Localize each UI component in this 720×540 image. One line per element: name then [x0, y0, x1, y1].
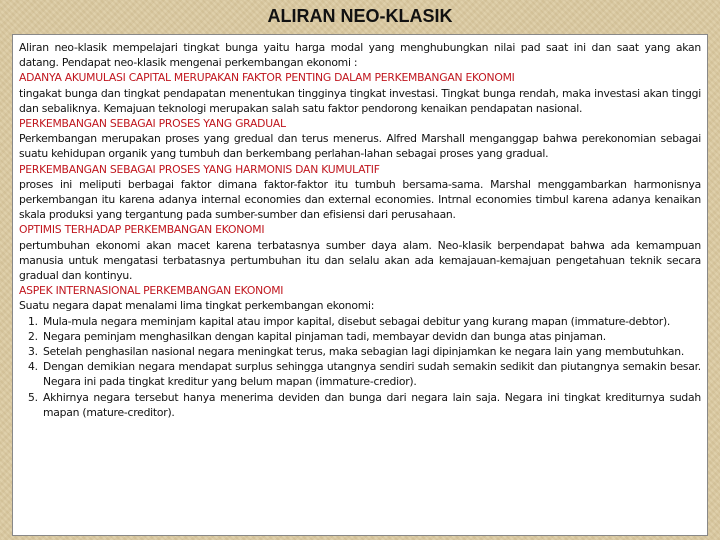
list-item: 4. Dengan demikian negara mendapat surplus sehingga utangnya sendiri sudah semakin sedikit dan piutangnya semakin besar. Negara ini pada tingkat kreditur yang belum mapan (immature-credior). [41, 359, 701, 389]
section-body: proses ini meliputi berbagai faktor dimana faktor-faktor itu tumbuh bersama-sama. Marshal menggambarkan harmonisnya perkembangan itu karena adanya internal economies dan external economies. Intrnal economies timbul karena adanya kenaikan skala produksi yang tergantung pada sumber-sumber dan efisiensi dari perusahaan. [19, 177, 701, 222]
intro-paragraph: Aliran neo-klasik mempelajari tingkat bunga yaitu harga modal yang menghubungkan nilai pad saat ini dan saat yang akan datang. Pendapat neo-klasik mengenai perkembangan ekonomi : [19, 41, 701, 70]
section-body: Perkembangan merupakan proses yang gredual dan terus menerus. Alfred Marshall menganggap bahwa perekonomian sebagai suatu kehidupan organik yang tumbuh dan berkembang perlahan-lahan sebagai proses yang gradual. [19, 132, 701, 161]
list-item: 2. Negara peminjam menghasilkan dengan kapital pinjaman tadi, membayar devidn dan bunga atas pinjaman. [41, 329, 701, 344]
section-heading: PERKEMBANGAN SEBAGAI PROSES YANG GRADUAL [19, 117, 286, 131]
section-heading: OPTIMIS TERHADAP PERKEMBANGAN EKONOMI [19, 223, 265, 237]
list-item: 1. Mula-mula negara meminjam kapital atau impor kapital, disebut sebagai debitur yang kurang mapan (immature-debtor). [41, 314, 701, 329]
stages-list [19, 314, 701, 420]
section-body: Suatu negara dapat menalami lima tingkat perkembangan ekonomi: [19, 299, 375, 313]
slide-title: ALIRAN NEO-KLASIK [267, 6, 453, 26]
section-body: tingakat bunga dan tingkat pendapatan menentukan tingginya tingkat investasi. Tingkat bunga rendah, maka investasi akan tinggi dan sebaliknya. Kemajuan teknologi merupakan salah satu faktor pendorong kenaikan pendapatan nasional. [19, 86, 701, 115]
section-body: pertumbuhan ekonomi akan macet karena terbatasnya sumber daya alam. Neo-klasik berpendapat bahwa ada kemampuan manusia untuk mengatasi terbatasnya pertumbuhan itu dan selalu akan ada kemajauan-kemajuan pengetahuan teknik secara gradual dan kontinyu. [19, 238, 701, 283]
content-panel [12, 34, 708, 536]
section-heading: ADANYA AKUMULASI CAPITAL MERUPAKAN FAKTOR PENTING DALAM PERKEMBANGAN EKONOMI [19, 71, 515, 85]
list-item: 5. Akhirnya negara tersebut hanya menerima deviden dan bunga dari negara lain saja. Negara ini tingkat krediturnya sudah mapan (mature-creditor). [41, 390, 701, 420]
section-heading: ASPEK INTERNASIONAL PERKEMBANGAN EKONOMI [19, 284, 284, 298]
section-heading: PERKEMBANGAN SEBAGAI PROSES YANG HARMONIS DAN KUMULATIF [19, 162, 380, 176]
list-item: 3. Setelah penghasilan nasional negara meningkat terus, maka sebagian lagi dipinjamkan ke negara lain yang membutuhkan. [41, 344, 701, 359]
